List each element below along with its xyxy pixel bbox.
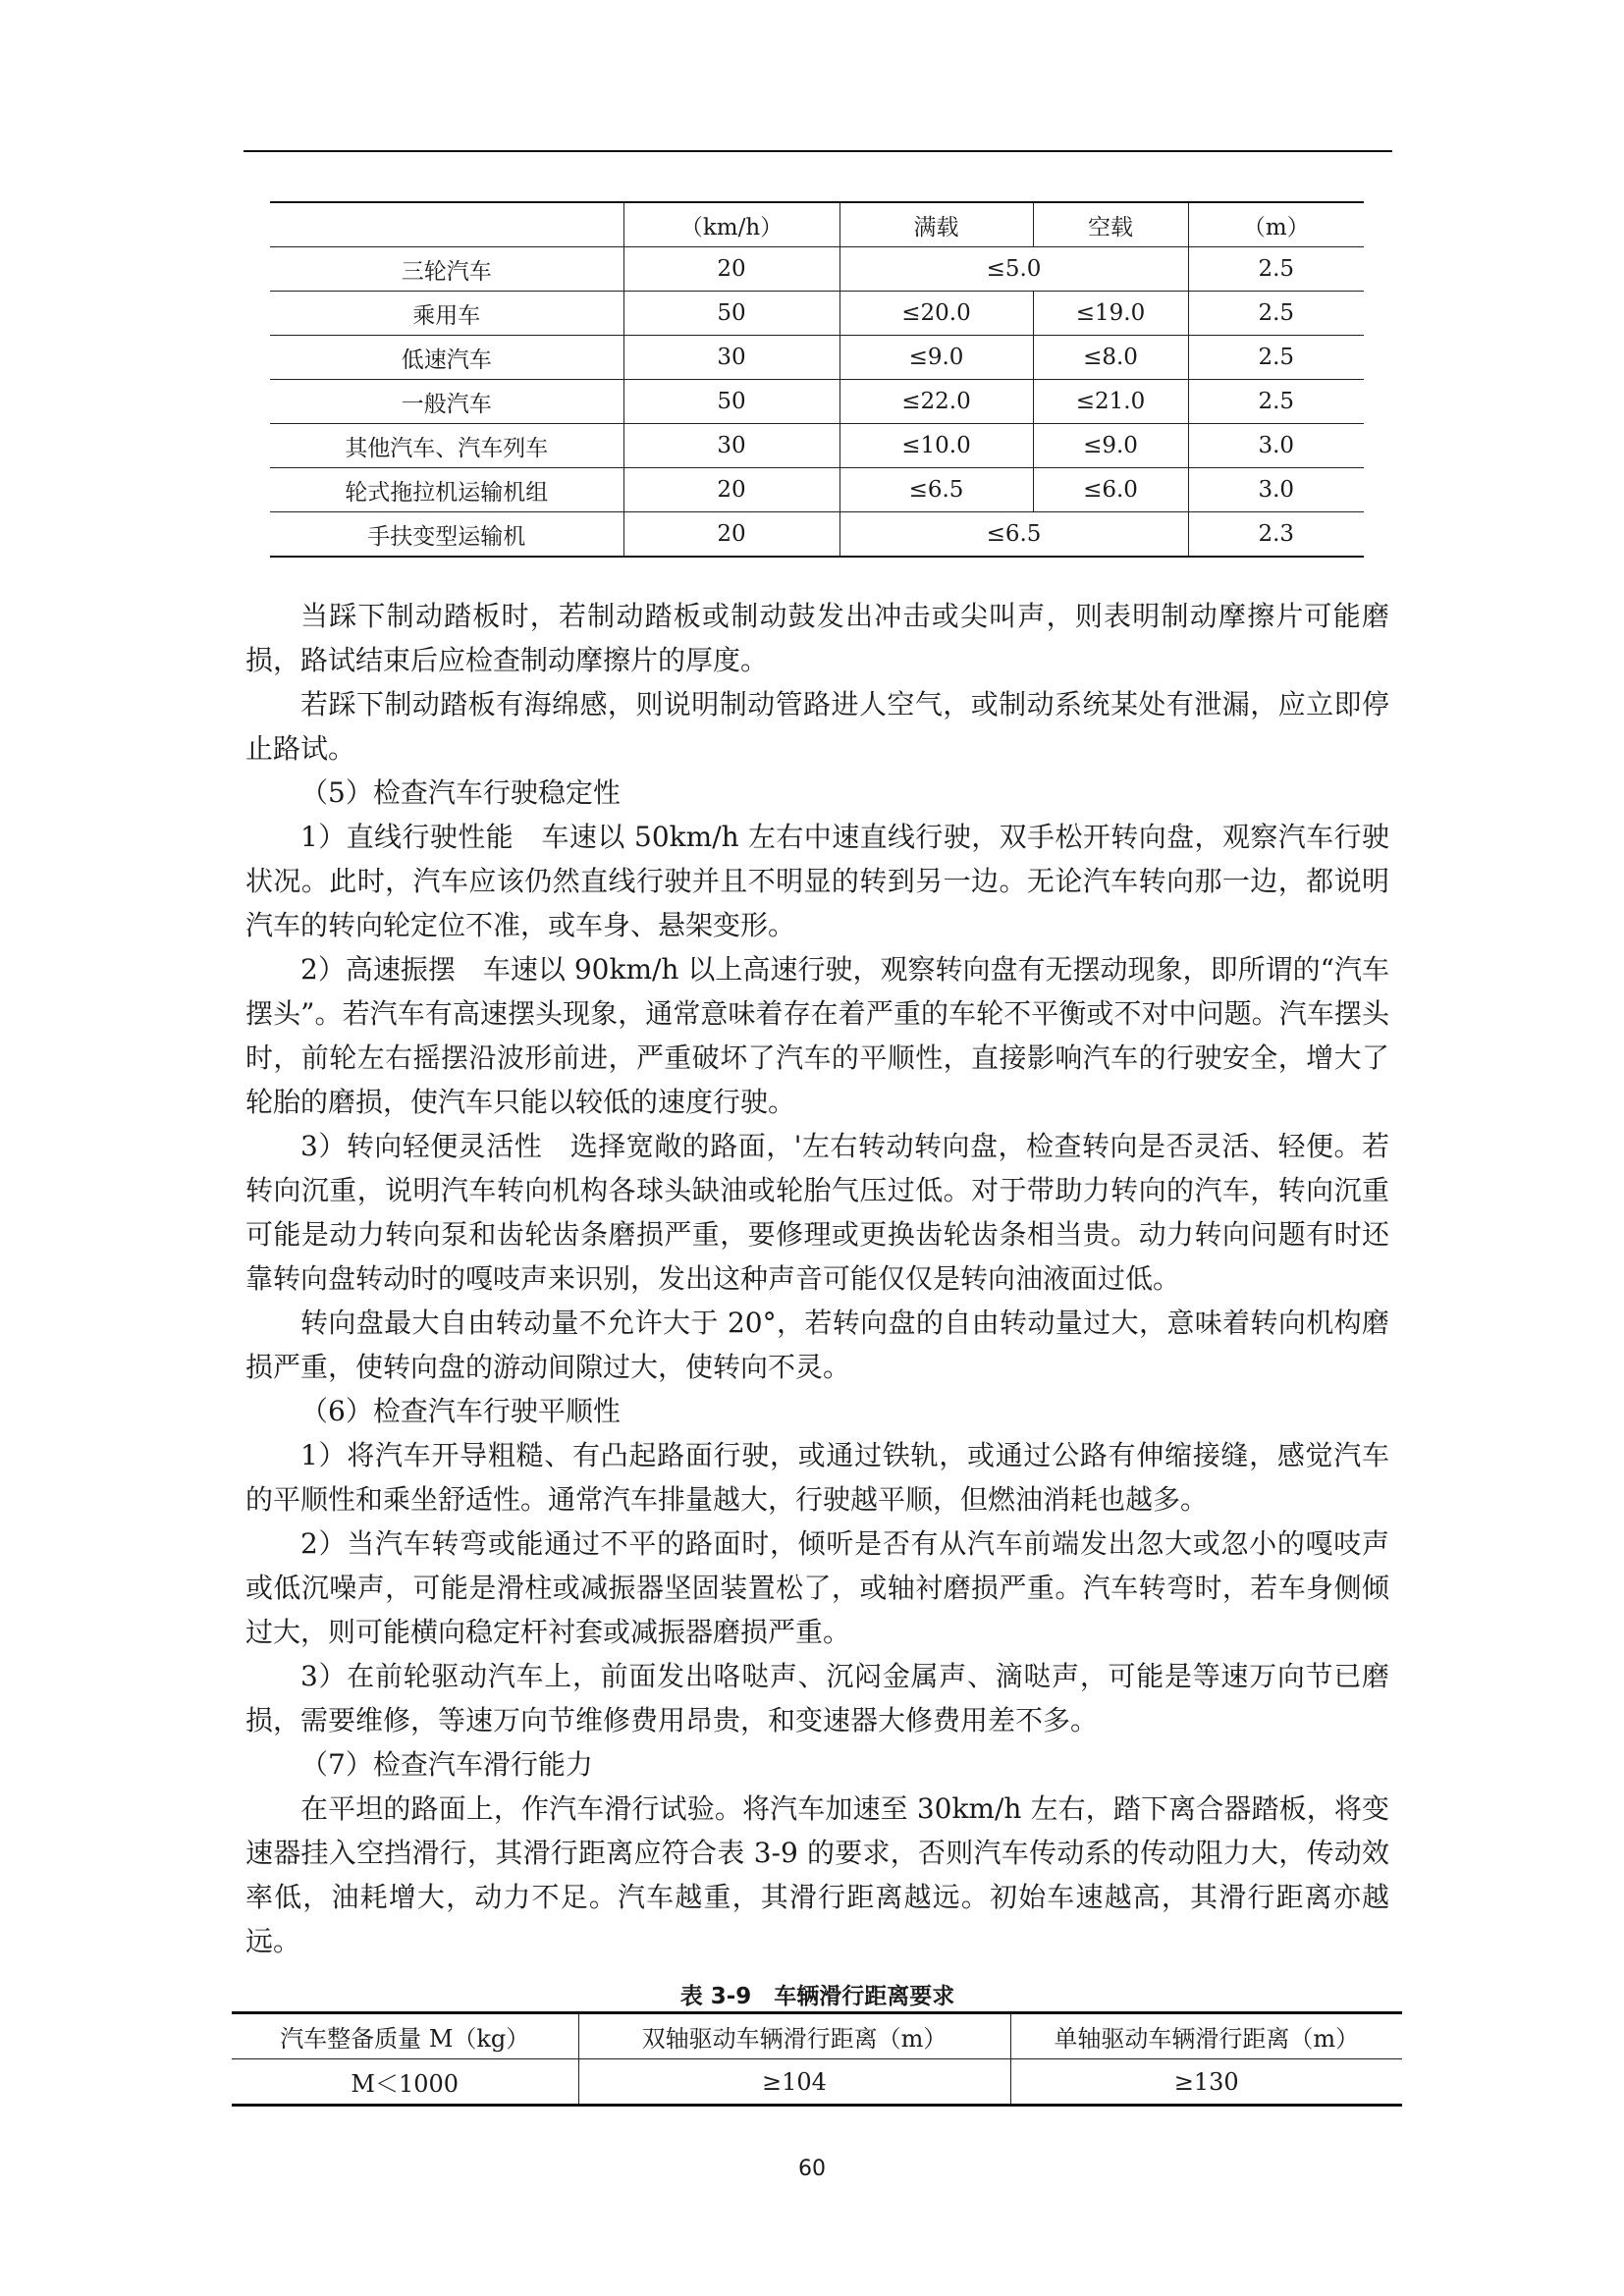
- header-full-load: 满载: [839, 202, 1033, 247]
- width-cell: 2.5: [1188, 380, 1364, 424]
- table-row: [270, 336, 1364, 380]
- mass-cell: M＜1000: [232, 2059, 578, 2106]
- header-mass: 汽车整备质量 M（kg）: [232, 2013, 578, 2059]
- speed-cell: 20: [623, 512, 839, 558]
- distance-cell: ≤5.0: [839, 247, 1188, 292]
- table-row: [270, 512, 1364, 558]
- paragraph: 当踩下制动踏板时，若制动踏板或制动鼓发出冲击或尖叫声，则表明制动摩擦片可能磨损，路试结束后应检查制动摩擦片的厚度。: [245, 600, 1389, 676]
- empty-load-cell: ≤21.0: [1033, 380, 1188, 424]
- vehicle-type: 三轮汽车: [270, 247, 623, 292]
- header-empty-load: 空载: [1033, 202, 1188, 247]
- table-header-row: [270, 202, 1364, 247]
- single-axle-cell: ≥130: [1010, 2059, 1402, 2106]
- paragraph: 1）直线行驶性能 车速以 50km/h 左右中速直线行驶，双手松开转向盘，观察汽车行驶状况。此时，汽车应该仍然直线行驶并且不明显的转到另一边。无论汽车转向那一边，都说明汽车的转向轮定位不准，或车身、悬架变形。: [245, 821, 1389, 941]
- full-load-cell: ≤10.0: [839, 424, 1033, 468]
- paragraph: 若踩下制动踏板有海绵感，则说明制动管路进人空气，或制动系统某处有泄漏，应立即停止路试。: [245, 688, 1389, 765]
- distance-cell: ≤6.5: [839, 512, 1188, 558]
- speed-cell: 20: [623, 247, 839, 292]
- table-row: [270, 380, 1364, 424]
- table-cell: [270, 202, 623, 247]
- coasting-distance-table: [232, 2011, 1402, 2107]
- vehicle-type: 轮式拖拉机运输机组: [270, 468, 623, 512]
- speed-cell: 50: [623, 292, 839, 336]
- width-cell: 3.0: [1188, 468, 1364, 512]
- brake-distance-table: [270, 201, 1364, 558]
- page-number: 60: [798, 2157, 826, 2181]
- empty-load-cell: ≤6.0: [1033, 468, 1188, 512]
- width-cell: 2.3: [1188, 512, 1364, 558]
- vehicle-type: 手扶变型运输机: [270, 512, 623, 558]
- vehicle-type: 一般汽车: [270, 380, 623, 424]
- vehicle-type: 乘用车: [270, 292, 623, 336]
- vehicle-type: 低速汽车: [270, 336, 623, 380]
- full-load-cell: ≤6.5: [839, 468, 1033, 512]
- header-dual-axle: 双轴驱动车辆滑行距离（m）: [578, 2013, 1010, 2059]
- width-cell: 2.5: [1188, 292, 1364, 336]
- speed-cell: 30: [623, 424, 839, 468]
- paragraph: 3）转向轻便灵活性 选择宽敞的路面，'左右转动转向盘，检查转向是否灵活、轻便。若转向沉重，说明汽车转向机构各球头缺油或轮胎气压过低。对于带助力转向的汽车，转向沉重可能是动力转向泵和齿轮齿条磨损严重，要修理或更换齿轮齿条相当贵。动力转向问题有时还靠转向盘转动时的嘎吱声来识别，发出这种声音可能仅仅是转向油液面过低。: [245, 1130, 1389, 1295]
- empty-load-cell: ≤8.0: [1033, 336, 1188, 380]
- table-row: [270, 292, 1364, 336]
- header-single-axle: 单轴驱动车辆滑行距离（m）: [1010, 2013, 1402, 2059]
- table-row: [232, 2059, 1402, 2106]
- body-text: [245, 594, 1389, 1963]
- paragraph: 3）在前轮驱动汽车上，前面发出咯哒声、沉闷金属声、滴哒声，可能是等速万向节已磨损，需要维修，等速万向节维修费用昂贵，和变速器大修费用差不多。: [245, 1660, 1389, 1736]
- vehicle-type: 其他汽车、汽车列车: [270, 424, 623, 468]
- speed-cell: 50: [623, 380, 839, 424]
- dual-axle-cell: ≥104: [578, 2059, 1010, 2106]
- paragraph: 1）将汽车开导粗糙、有凸起路面行驶，或通过铁轨，或通过公路有伸缩接缝，感觉汽车的平顺性和乘坐舒适性。通常汽车排量越大，行驶越平顺，但燃油消耗也越多。: [245, 1439, 1389, 1516]
- width-cell: 2.5: [1188, 247, 1364, 292]
- paragraph: 在平坦的路面上，作汽车滑行试验。将汽车加速至 30km/h 左右，踏下离合器踏板，将变速器挂入空挡滑行，其滑行距离应符合表 3-9 的要求，否则汽车传动系的传动阻力大，传动效率低，油耗增大，动力不足。汽车越重，其滑行距离越远。初始车速越高，其滑行距离亦越远。: [245, 1792, 1389, 1957]
- full-load-cell: ≤9.0: [839, 336, 1033, 380]
- section-heading: （7）检查汽车滑行能力: [300, 1748, 593, 1781]
- width-cell: 3.0: [1188, 424, 1364, 468]
- table-header-row: [232, 2013, 1402, 2059]
- table-row: [270, 468, 1364, 512]
- full-load-cell: ≤22.0: [839, 380, 1033, 424]
- section-heading: （6）检查汽车行驶平顺性: [300, 1395, 621, 1427]
- header-width: （m）: [1188, 202, 1364, 247]
- empty-load-cell: ≤19.0: [1033, 292, 1188, 336]
- section-heading: （5）检查汽车行驶稳定性: [300, 776, 621, 809]
- paragraph: 2）当汽车转弯或能通过不平的路面时，倾听是否有从汽车前端发出忽大或忽小的嘎吱声或低沉噪声，可能是滑柱或减振器坚固装置松了，或轴衬磨损严重。汽车转弯时，若车身侧倾过大，则可能横向稳定杆衬套或减振器磨损严重。: [245, 1527, 1389, 1648]
- empty-load-cell: ≤9.0: [1033, 424, 1188, 468]
- speed-cell: 20: [623, 468, 839, 512]
- table-row: [270, 424, 1364, 468]
- paragraph: 2）高速振摆 车速以 90km/h 以上高速行驶，观察转向盘有无摆动现象，即所谓的“汽车摆头”。若汽车有高速摆头现象，通常意味着存在着严重的车轮不平衡或不对中问题。汽车摆头时，前轮左右摇摆沿波形前进，严重破坏了汽车的平顺性，直接影响汽车的行驶安全，增大了轮胎的磨损，使汽车只能以较低的速度行驶。: [245, 953, 1389, 1118]
- table-row: [270, 247, 1364, 292]
- table-caption: 表 3-9 车辆滑行距离要求: [679, 1984, 955, 2009]
- header-rule: [244, 150, 1392, 152]
- paragraph: 转向盘最大自由转动量不允许大于 20°，若转向盘的自由转动量过大，意味着转向机构磨损严重，使转向盘的游动间隙过大，使转向不灵。: [245, 1307, 1389, 1383]
- width-cell: 2.5: [1188, 336, 1364, 380]
- full-load-cell: ≤20.0: [839, 292, 1033, 336]
- header-speed: （km/h）: [623, 202, 839, 247]
- speed-cell: 30: [623, 336, 839, 380]
